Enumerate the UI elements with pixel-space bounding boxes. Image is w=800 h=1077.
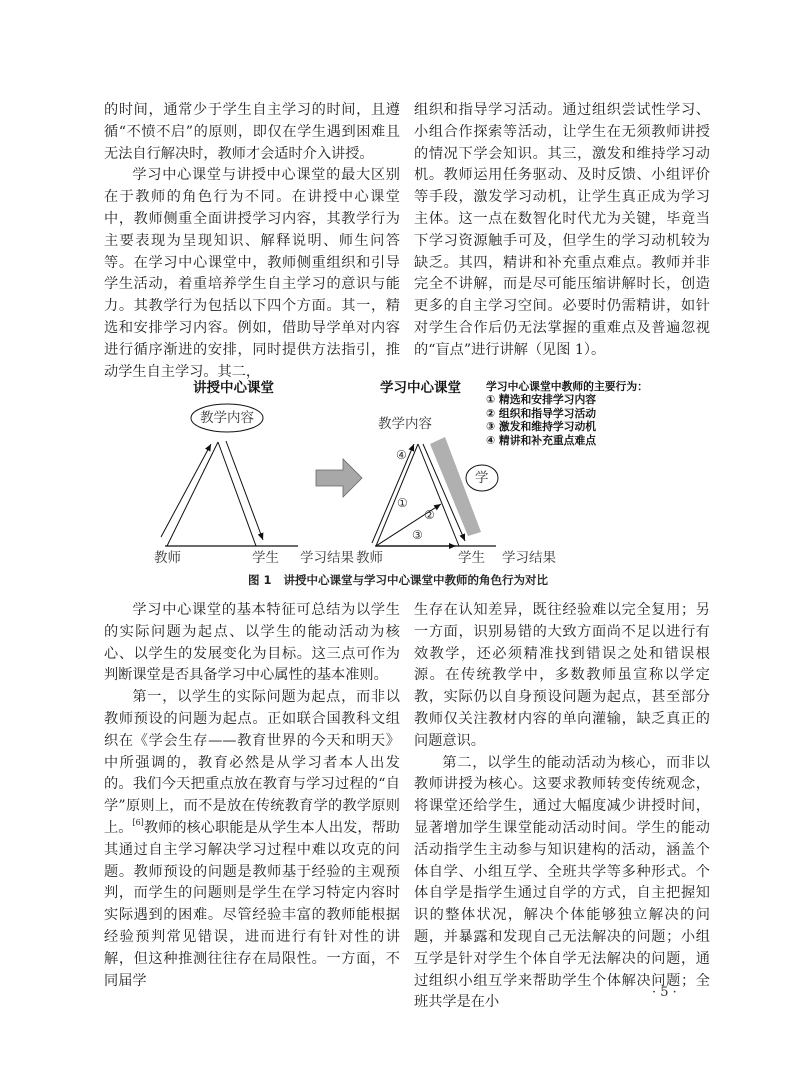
left-result-label: 学习结果 <box>300 550 354 566</box>
right-result-label: 学习结果 <box>502 550 556 566</box>
bottom-right-column <box>414 600 710 1011</box>
caption-label: 图 1 <box>248 573 272 587</box>
triangle-left-side <box>167 442 218 546</box>
paragraph-text: 第一，以学生的实际问题为起点，而非以教师预设的问题为起点。正如联合国教科文组织在《学会生存——教育世界的今天和明天》中所强调的，教育必然是从学习者本人出发的。我们今天把重点放在教育与学习过程的“自学”原则上，而不是放在传统教育学的教学原则上。 <box>104 689 400 836</box>
citation-ref[interactable]: [6] <box>132 817 144 827</box>
figure-1 <box>140 376 700 568</box>
teach-arrow-up <box>161 444 211 537</box>
marker-4: ④ <box>396 448 407 462</box>
marker-2: ② <box>424 508 435 522</box>
arrow-1 <box>372 444 414 543</box>
right-top-node: 教学内容 <box>378 416 432 432</box>
right-diagram-title: 学习中心课堂 <box>380 380 461 396</box>
right-teacher-label: 教师 <box>356 550 383 566</box>
figure-legend <box>486 380 648 447</box>
paragraph: 生存在认知差异，既往经验难以完全复用；另一方面，识别易错的大致方面尚不足以进行有效教学，还必须精准找到错误之处和错误根源。在传统教学中，多数教师虽宣称以学定教，实际仍以自身预设问题为起点，甚至部分教师仅关注教材内容的单向灌输，缺乏真正的问题意识。 <box>414 602 710 749</box>
page-number: · 5 · <box>652 985 677 1000</box>
legend-item: ③ 激发和维持学习动机 <box>486 420 597 434</box>
transition-arrow-icon <box>316 459 362 497</box>
caption-text: 讲授中心课堂与学习中心课堂中教师的角色行为对比 <box>283 573 549 587</box>
left-student-label: 学生 <box>252 550 279 566</box>
right-student-label: 学生 <box>458 550 485 566</box>
triangle-right-side <box>218 442 256 546</box>
teach-arrow-down <box>226 441 263 540</box>
bottom-left-column <box>104 600 400 989</box>
legend-item: ④ 精讲和补充重点难点 <box>486 433 597 447</box>
paragraph: 组织和指导学习活动。通过组织尝试性学习、小组合作探索等活动，让学生在无须教师讲授的情况下学会知识。其三，激发和维持学习动机。教师运用任务驱动、及时反馈、小组评价等手段，激发学习动机，让学生真正成为学习主体。这一点在数智化时代尤为关键，毕竟当下学习资源触手可及，但学生的学习动机较为缺乏。其四，精讲和补充重点难点。教师并非完全不讲解，而是尽可能压缩讲解时长，创造更多的自主学习空间。必要时仍需精讲，如针对学生合作后仍无法掌握的重难点及普遍忽视的“盲点”进行讲解（见图 1）。 <box>414 102 710 358</box>
student-bar <box>430 437 481 536</box>
paragraph: 第二，以学生的能动活动为核心，而非以教师讲授为核心。这要求教师转变传统观念，将课堂还给学生，通过大幅度减少讲授时间，显著增加学生课堂能动活动时间。学生的能动活动指学生主动参与知识建构的活动，涵盖个体自学、小组互学、全班共学等多种形式。个体自学是指学生通过自学的方式，自主把握知识的整体状况，解决个体能够独立解决的问题，并暴露和发现自己无法解决的问题；小组互学是针对学生个体自学无法解决的问题，通过组织小组互学来帮助学生个体解决问题；全班共学是在小 <box>414 754 710 1011</box>
figure-caption <box>248 573 548 587</box>
paragraph-text: 教师的核心职能是从学生本人出发，帮助其通过自主学习解决学习过程中难以攻克的问题。教师预设的问题是教师基于经验的主观预判，而学生的问题则是学生在学习特定内容时实际遇到的困难。尽管经验丰富的教师能根据经验预判常见错误，进而进行有针对性的讲解，但这种推测往往存在局限性。一方面，不同届学 <box>104 819 400 989</box>
paragraph: 的时间，通常少于学生自主学习的时间，且遵循“不愤不启”的原则，即仅在学生遇到困难且无法自行解决时，教师才会适时介入讲授。 <box>104 102 400 162</box>
paragraph: 学习中心课堂与讲授中心课堂的最大区别在于教师的角色行为不同。在讲授中心课堂中，教师侧重全面讲授学习内容，其教学行为主要表现为呈现知识、解释说明、师生问答等。在学习中心课堂中，教师侧重组织和引导学生活动，着重培养学生自主学习的意识与能力。其教学行为包括以下四个方面。其一，精选和安排学习内容。例如，借助导学单对内容进行循序渐进的安排，同时提供方法指引，推动学生自主学习。其二， <box>104 167 400 380</box>
legend-item: ② 组织和指导学习活动 <box>486 406 597 420</box>
left-top-node: 教学内容 <box>200 410 254 426</box>
left-teacher-label: 教师 <box>154 550 181 566</box>
right-diagram <box>372 437 498 546</box>
marker-3: ③ <box>412 528 423 542</box>
top-right-column <box>414 100 710 366</box>
legend-heading: 学习中心课堂中教师的主要行为： <box>486 380 648 393</box>
legend-item: ① 精选和安排学习内容 <box>486 393 597 407</box>
paragraph <box>104 687 400 992</box>
left-diagram-title: 讲授中心课堂 <box>193 380 274 396</box>
marker-1: ① <box>397 496 408 510</box>
side-node-student: 学 <box>475 470 489 486</box>
paragraph: 学习中心课堂的基本特征可总结为以学生的实际问题为起点、以学生的能动活动为核心、以学生的发展变化为目标。这三点可作为判断课堂是否具备学习中心属性的基本准则。 <box>104 602 400 684</box>
top-left-column <box>104 100 400 380</box>
